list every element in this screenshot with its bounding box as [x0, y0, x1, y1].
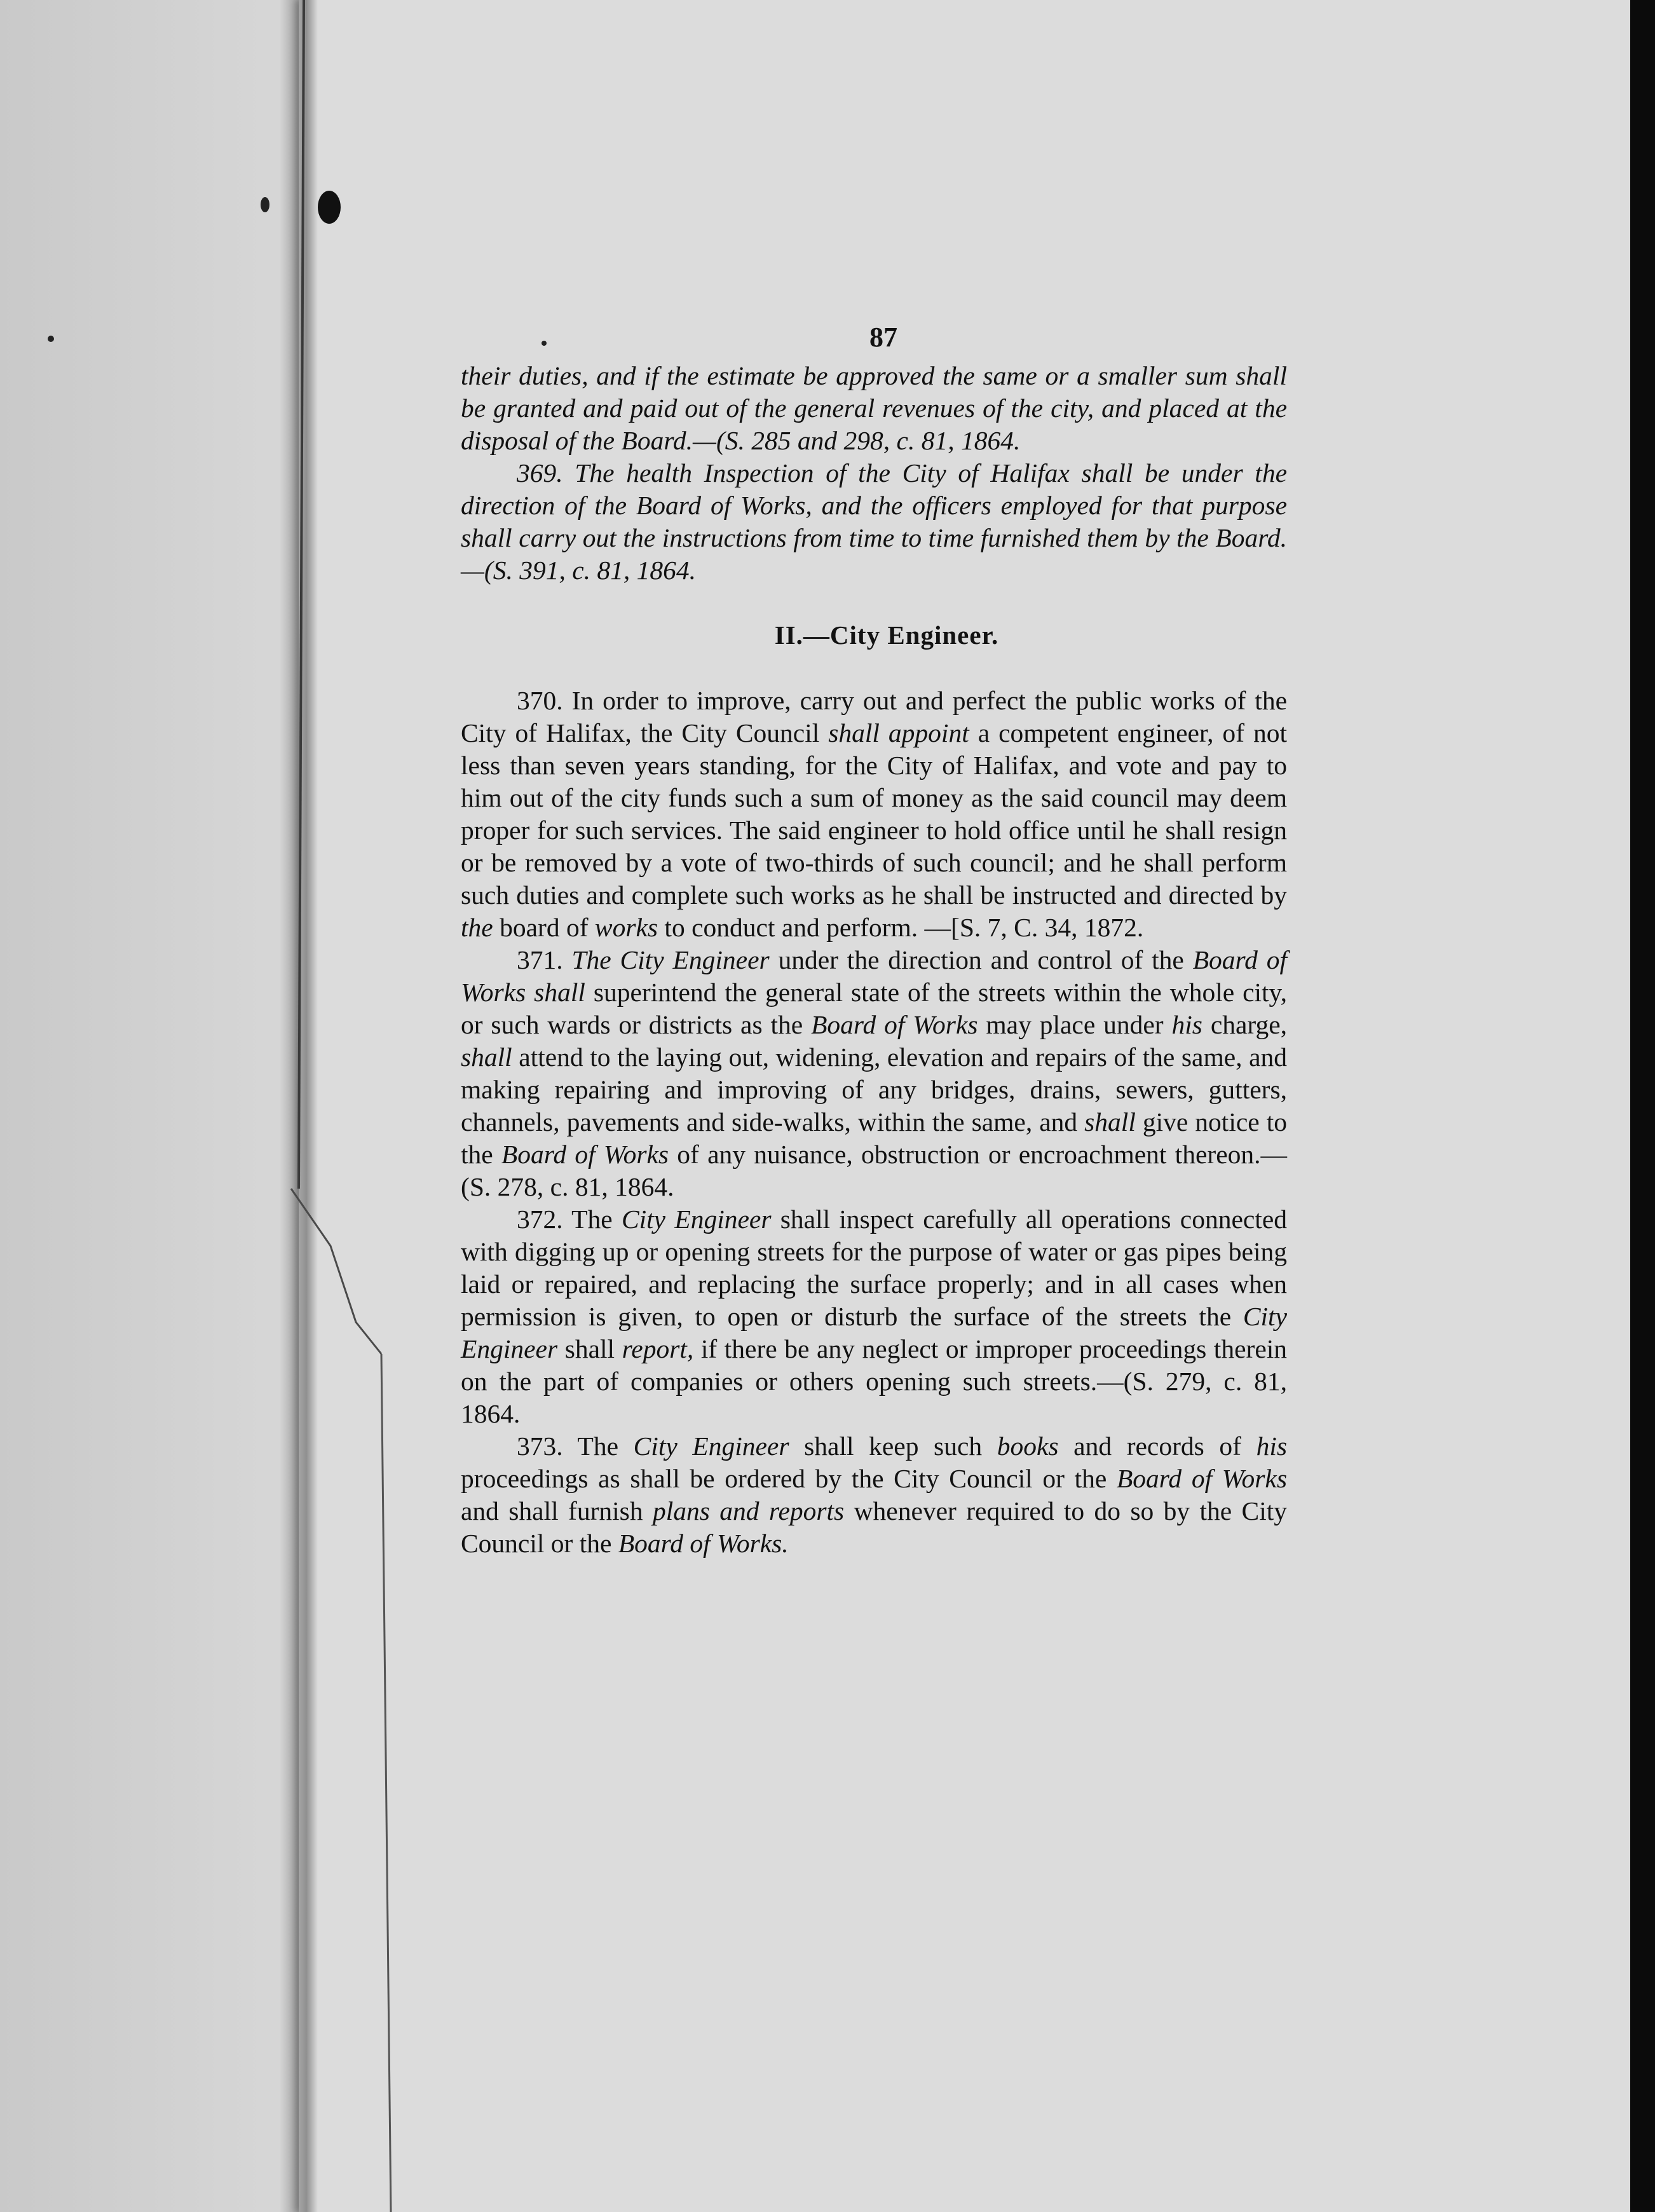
section-370: [461, 685, 1287, 944]
page-tear-line: [291, 1189, 381, 1354]
continuation-text: their duties, and if the estimate be approved the same or a smaller sum shall be granted and paid out of the general revenues of the city, and placed at the disposal of the Board.—(S. 285 and 298, c. 81, 1864.: [461, 361, 1287, 455]
emphasis-run: City Engineer: [461, 1302, 1288, 1363]
section-number: 369.: [517, 458, 563, 488]
emphasis-run: shall appoint: [828, 718, 969, 748]
emphasis-run: Board of Works shall: [461, 945, 1288, 1007]
emphasis-run: shall: [1084, 1107, 1136, 1137]
ink-speck: [48, 336, 54, 342]
page-text: [461, 321, 1287, 1560]
text-run: whenever required to do so by the City Council or the: [461, 1496, 1288, 1558]
text-run: shall inspect carefully all operations connected with digging up or opening streets for the purpose of water or gas pipes being laid or repaired, and replacing the surface properly; and in all cases when permission is given, to open or disturb the surface of the streets the: [461, 1205, 1287, 1331]
section-number: 373.: [517, 1431, 563, 1461]
page-number: 87: [869, 322, 897, 353]
page-edge-line: [299, 0, 304, 1189]
emphasis-run: works: [594, 913, 658, 942]
text-run: charge,: [1210, 1010, 1288, 1039]
text-run: and records of: [1073, 1431, 1241, 1461]
emphasis-run: report,: [622, 1334, 694, 1363]
emphasis-run: his: [1171, 1010, 1202, 1039]
page-edge-line-lower: [381, 1354, 391, 2212]
text-run: under the direction and control of the: [778, 945, 1184, 974]
text-run: to conduct and perform. —[S. 7, C. 34, 1872.: [664, 913, 1144, 942]
emphasis-run: City Engineer: [633, 1431, 789, 1461]
emphasis-run: City Engineer: [621, 1205, 772, 1234]
text-run: board of: [500, 913, 589, 942]
emphasis-run: Board of Works: [811, 1010, 978, 1039]
emphasis-run: The City Engineer: [571, 945, 770, 974]
emphasis-run: Board of Works.: [618, 1529, 789, 1558]
text-run: The: [571, 1205, 613, 1234]
section-number: 370.: [517, 686, 563, 715]
section-371: [461, 944, 1287, 1203]
text-run: give notice to the: [461, 1107, 1287, 1169]
section-372: [461, 1203, 1287, 1430]
text-run: a competent engineer, of not less than seven years standing, for the City of Halifax, and vote and pay to him out of the city funds such a sum of money as the said council may deem proper for such services. The said engineer to hold office until he shall resign or be removed by a vote of two-thirds of such council; and he shall perform such duties and complete such works as he shall be instructed and directed by: [461, 718, 1287, 910]
text-run: may place under: [986, 1010, 1164, 1039]
text-run: if there be any neglect or improper proceedings therein on the part of companies or others opening such streets.—(S. 279, c. 81, 1864.: [461, 1334, 1288, 1428]
section-number: 371.: [517, 945, 563, 974]
text-run: superintend the general state of the streets within the whole city, or such wards or districts as the: [461, 978, 1287, 1039]
emphasis-run: his: [1256, 1431, 1288, 1461]
text-run: The: [577, 1431, 619, 1461]
text-run: proceedings as shall be ordered by the City Council or the: [461, 1464, 1107, 1493]
emphasis-run: books: [997, 1431, 1059, 1461]
text-run: shall: [564, 1334, 615, 1363]
emphasis-run: plans and reports: [652, 1496, 845, 1526]
section-number: 372.: [517, 1205, 563, 1234]
emphasis-run: the: [461, 913, 493, 942]
text-run: In order to improve, carry out and perfect the public works of the City of Halifax, the City Council: [461, 686, 1287, 748]
emphasis-run: shall: [461, 1042, 512, 1072]
ink-speck: [261, 197, 269, 212]
section-heading: II.—City Engineer.: [774, 620, 999, 650]
emphasis-run: Board of Works: [1116, 1464, 1287, 1493]
text-run: and shall furnish: [461, 1496, 643, 1526]
section-373: [461, 1430, 1287, 1560]
punch-hole: [318, 191, 341, 224]
emphasis-run: Board of Works: [501, 1140, 669, 1169]
section-369: [461, 457, 1287, 587]
text-run: of any nuisance, obstruction or encroachment thereon.—(S. 278, c. 81, 1864.: [461, 1140, 1287, 1201]
section-text: The health Inspection of the City of Halifax shall be under the direction of the Board of Works, and the officers employed for that purpose shall carry out the instructions from time to time furnished them by the Board.—(S. 391, c. 81, 1864.: [461, 458, 1287, 585]
text-run: attend to the laying out, widening, elevation and repairs of the same, and making repairing and improving of any bridges, drains, sewers, gutters, channels, pavements and side-walks, within the same, and: [461, 1042, 1288, 1137]
text-run: shall keep such: [804, 1431, 983, 1461]
continuation-paragraph: [461, 360, 1287, 457]
